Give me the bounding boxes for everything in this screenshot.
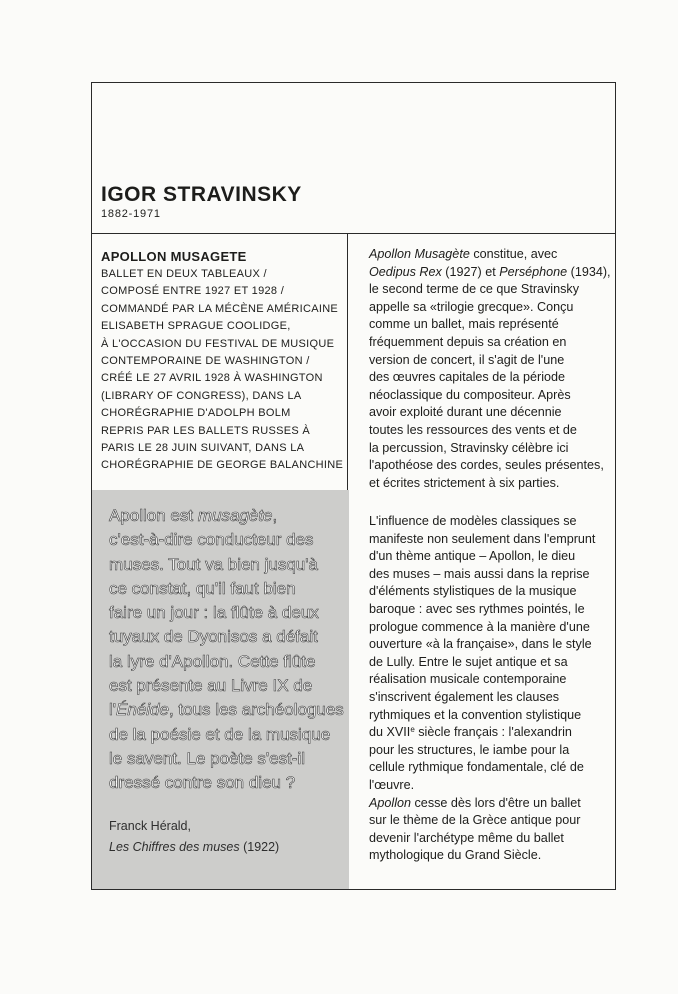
text-line: Apollon cesse dès lors d'être un ballet xyxy=(369,795,581,810)
composer-name: IGOR STRAVINSKY xyxy=(101,183,302,206)
program-frame xyxy=(91,82,616,890)
work-info-line: CONTEMPORAINE DE WASHINGTON / xyxy=(101,355,310,368)
work-info-line: CHORÉGRAPHIE DE GEORGE BALANCHINE xyxy=(101,459,344,472)
text-line: d'éléments stylistiques de la musique xyxy=(369,584,577,599)
text-line: réalisation musicale contemporaine xyxy=(369,672,567,687)
text-line: appelle sa «trilogie grecque». Conçu xyxy=(369,299,574,314)
text-line: s'inscrivent également les clauses xyxy=(369,689,560,704)
quote-line: faire un jour : la flûte à deux xyxy=(109,603,319,623)
work-info-line: COMMANDÉ PAR LA MÉCÈNE AMÉRICAINE xyxy=(101,302,339,315)
quote-author: Franck Hérald, xyxy=(109,819,191,833)
quote-book: Les Chiffres des muses (1922) xyxy=(109,839,280,854)
text-line: la percussion, Stravinsky célèbre ici xyxy=(369,440,569,455)
quote-line: tuyaux de Dyonisos a défait xyxy=(109,627,318,647)
header-section xyxy=(92,83,615,234)
work-info-line: COMPOSÉ ENTRE 1927 ET 1928 / xyxy=(101,285,285,298)
quote-line: c'est-à-dire conducteur des xyxy=(109,530,314,550)
work-info-line: À L'OCCASION DU FESTIVAL DE MUSIQUE xyxy=(101,337,335,350)
quote-line: Apollon est musagète, xyxy=(109,506,278,525)
text-line: d'un thème antique – Apollon, le dieu xyxy=(369,549,576,564)
text-line: version de concert, il s'agit de l'une xyxy=(369,352,565,367)
text-line: Apollon Musagète constitue, avec xyxy=(369,247,558,261)
quote-box xyxy=(92,490,349,889)
quote-line: est présente au Livre IX de xyxy=(109,676,313,696)
work-info-line: CRÉÉ LE 27 AVRIL 1928 À WASHINGTON xyxy=(101,372,323,385)
text-line: et écrites strictement à six parties. xyxy=(369,475,560,490)
paragraph-intro xyxy=(369,246,611,492)
text-line: des œuvres capitales de la période xyxy=(369,370,566,385)
quote-source xyxy=(109,816,279,857)
text-line: baroque : avec ses rythmes pointés, le xyxy=(369,601,585,616)
text-line: ouverture «à la française», dans le style xyxy=(369,637,592,652)
quote-line: muses. Tout va bien jusqu'à xyxy=(109,554,318,574)
text-line: néoclassique du compositeur. Après xyxy=(369,387,571,402)
text-line: du XVIIe siècle français : l'alexandrin xyxy=(369,725,572,740)
work-info-line: BALLET EN DEUX TABLEAUX / xyxy=(101,268,267,280)
quote-line: le savent. Le poète s'est-il xyxy=(109,748,306,768)
work-info-line: ELISABETH SPRAGUE COOLIDGE, xyxy=(101,320,291,333)
quote-line: l'Énéide, tous les archéologues xyxy=(109,700,344,720)
text-line: avoir exploité durant une décennie xyxy=(369,405,562,420)
text-line: manifeste non seulement dans l'emprunt xyxy=(369,531,596,546)
composer-dates: 1882-1971 xyxy=(101,208,161,220)
text-line: devenir l'archétype même du ballet xyxy=(369,830,564,845)
work-info xyxy=(101,266,345,475)
text-line: toutes les ressources des vents et de xyxy=(369,422,577,437)
quote-text xyxy=(109,504,344,796)
text-line: L'influence de modèles classiques se xyxy=(369,514,577,528)
work-info-line: CHORÉGRAPHIE D'ADOLPH BOLM xyxy=(101,407,291,420)
paragraph-influence xyxy=(369,513,595,865)
left-column xyxy=(92,233,347,889)
text-line: pour les structures, le iambe pour la xyxy=(369,742,570,757)
quote-line: ce constat, qu'il faut bien xyxy=(109,578,296,598)
work-info-line: (LIBRARY OF CONGRESS), DANS LA xyxy=(101,389,302,402)
text-line: de Lully. Entre le sujet antique et sa xyxy=(369,654,568,669)
text-line: l'apothéose des cordes, seules présentes, xyxy=(369,458,604,473)
work-info-line: PARIS LE 28 JUIN SUIVANT, DANS LA xyxy=(101,442,305,455)
text-line: comme un ballet, mais représenté xyxy=(369,317,559,332)
text-line: fréquemment depuis sa création en xyxy=(369,334,567,349)
work-title: APOLLON MUSAGETE xyxy=(101,249,247,264)
text-line: cellule rythmique fondamentale, clé de xyxy=(369,760,584,775)
right-column xyxy=(368,233,614,889)
work-info-line: REPRIS PAR LES BALLETS RUSSES À xyxy=(101,424,311,437)
text-line: des muses – mais aussi dans la reprise xyxy=(369,566,590,581)
text-line: rythmiques et la convention stylistique xyxy=(369,707,582,722)
text-line: prologue commence à la manière d'une xyxy=(369,619,590,634)
text-line: Oedipus Rex (1927) et Perséphone (1934), xyxy=(369,264,611,279)
quote-line: de la poésie et de la musique xyxy=(109,724,331,744)
text-line: mythologique du Grand Siècle. xyxy=(369,848,542,863)
text-line: sur le thème de la Grèce antique pour xyxy=(369,813,581,828)
quote-line: dressé contre son dieu ? xyxy=(109,773,296,793)
text-line: le second terme de ce que Stravinsky xyxy=(369,282,580,297)
quote-line: la lyre d'Apollon. Cette flûte xyxy=(109,651,316,671)
text-line: l'œuvre. xyxy=(369,777,415,792)
